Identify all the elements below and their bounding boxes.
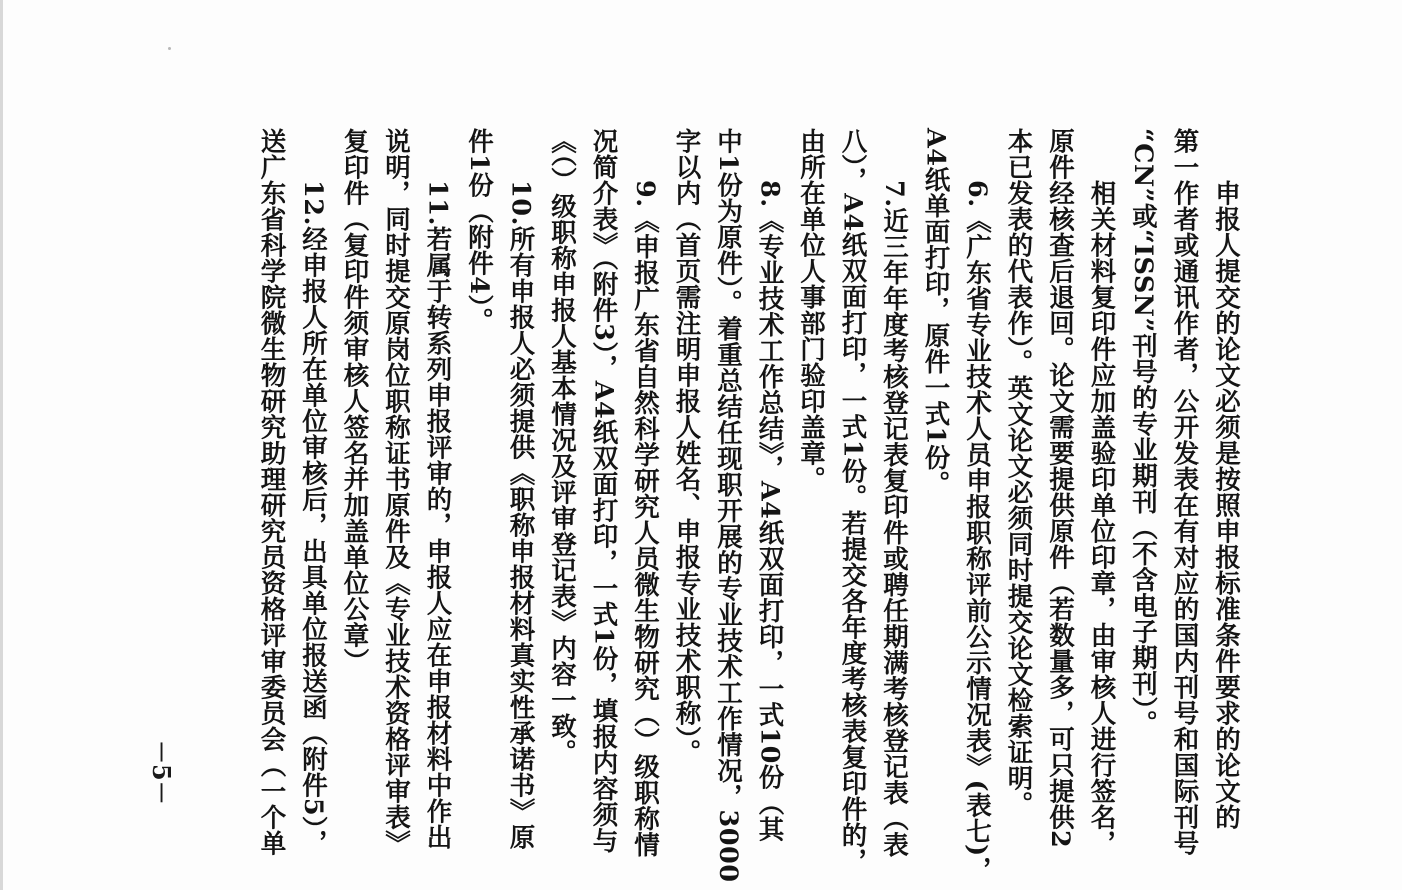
text-line-9: 7.近三年年度考核登记表复印件或聘任期满考核登记表（表 [879, 128, 909, 858]
text-line-4: 相关材料复印件应加盖验印单位印章，由审核人进行签名， [1086, 128, 1117, 856]
page-number: －5－ [147, 740, 176, 805]
text-line-6: 本已发表的代表作）。英文论文必须同时提交论文检索证明。 [1003, 128, 1034, 818]
scan-edge [0, 0, 3, 890]
document-body [250, 128, 1246, 888]
text-line-10: 八），A4纸双面打印，一式1份。若提交各年度考核表复印件的， [837, 128, 868, 875]
text-line-12: 8.《专业技术工作总结》，A4纸双面打印，一式10份（其 [754, 128, 785, 842]
text-line-19: 件1份（附件4）。 [464, 128, 494, 334]
text-line-21: 说明，同时提交原岗位职称证书原件及《专业技术资格评审表》 [381, 128, 411, 856]
text-line-22: 复印件（复印件须审核人签名并加盖单位公章） [339, 128, 370, 674]
text-line-23: 12.经申报人所在单位审核后，出具单位报送函（附件5）， [298, 128, 328, 856]
text-line-11: 由所在单位人事部门验印盖章。 [796, 128, 826, 492]
text-line-8: A4纸单面打印，原件一式1份。 [920, 128, 951, 497]
text-line-16: 况简介表》（附件3），A4纸双面打印，一式1份，填报内容须与 [588, 128, 619, 854]
text-line-24: 送广东省科学院微生物研究助理研究员资格评审委员会（一个单 [256, 128, 287, 856]
text-line-5: 原件经核查后退回。论文需要提供原件（若数量多，可只提供2 [1045, 128, 1075, 849]
text-line-7: 6.《广东省专业技术人员申报职称评前公示情况表》(表七)， [962, 128, 992, 883]
text-line-15: 9.《申报广东省自然科学研究人员微生物研究（）级职称情 [630, 128, 660, 858]
text-line-3: “CN”或“ISSN”刊号的专业期刊（不含电子期刊）。 [1128, 128, 1158, 737]
scan-speck [168, 47, 171, 50]
text-line-2: 第一作者或通讯作者，公开发表在有对应的国内刊号和国际刊号 [1169, 128, 1200, 856]
text-line-14: 字以内（首页需注明申报人姓名、申报专业技术职称）。 [671, 128, 702, 766]
text-line-13: 中1份为原件）。着重总结任现职开展的专业技术工作情况，3000 [713, 128, 743, 883]
text-line-18: 10.所有申报人必须提供《职称申报材料真实性承诺书》原 [505, 128, 536, 850]
text-line-1: 申报人提交的论文必须是按照申报标准条件要求的论文的 [1211, 128, 1241, 830]
text-line-17: 《（）级职称申报人基本情况及评审登记表》内容一致。 [547, 128, 577, 766]
text-line-20: 11.若属于转系列申报评审的，申报人应在申报材料中作出 [422, 128, 453, 850]
